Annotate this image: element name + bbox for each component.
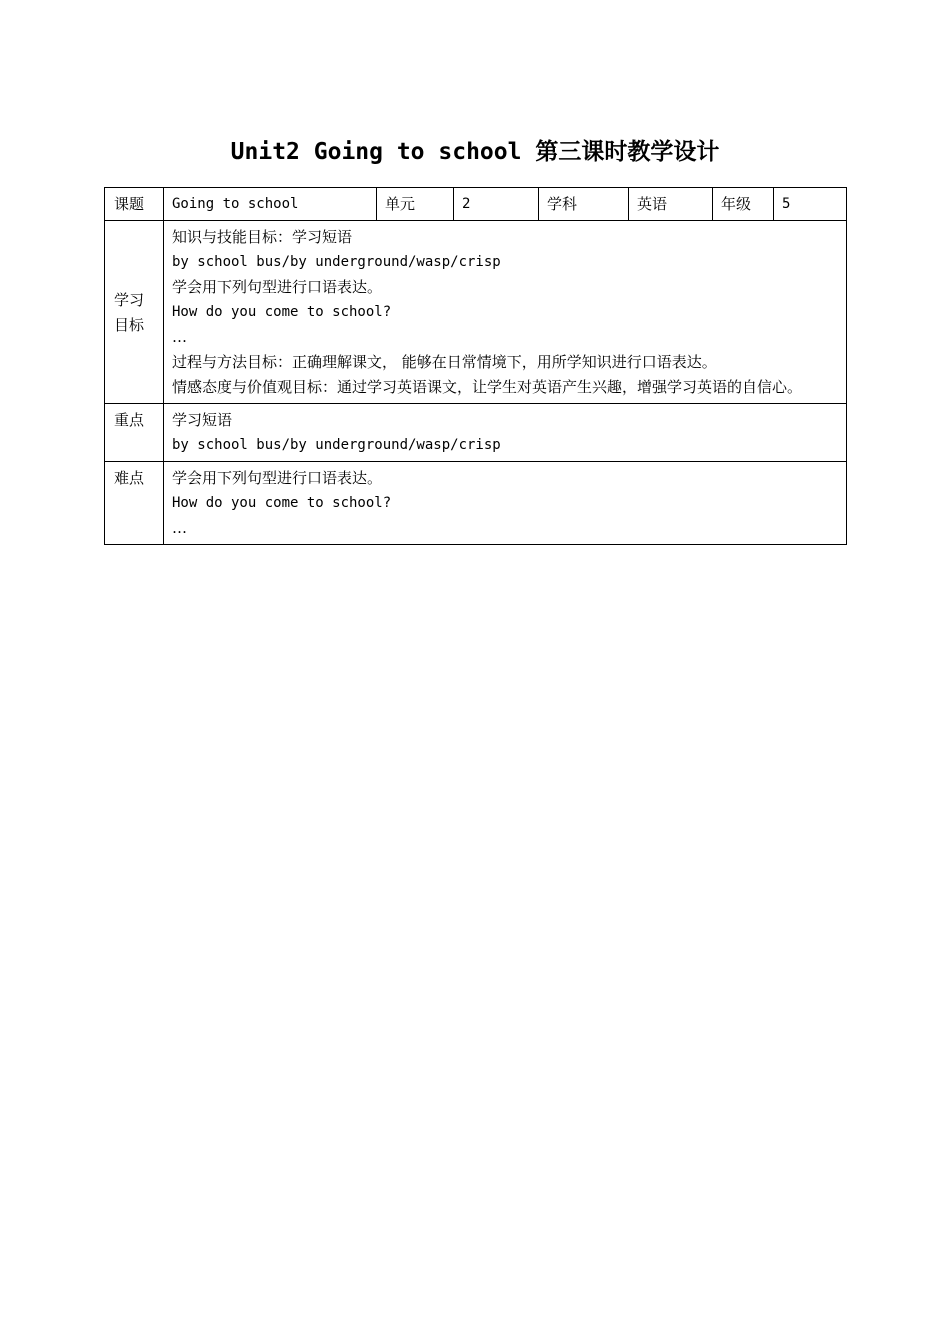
document-title-cn: 第三课时教学设计 [535, 139, 720, 165]
lesson-plan-table [104, 187, 847, 545]
difficult-points-line3: … [172, 519, 187, 537]
difficult-points-line2: How do you come to school? [172, 495, 392, 511]
key-points-row [105, 404, 847, 462]
subject-value: 英语 [629, 188, 713, 221]
key-points-line2: by school bus/by underground/wasp/crisp [172, 437, 501, 453]
knowledge-goal: 知识与技能目标：学习短语 [172, 228, 353, 246]
emotion-goal: 情感态度与价值观目标：通过学习英语课文，让学生对英语产生兴趣，增强学习英语的自信心。 [172, 378, 803, 396]
header-row [105, 188, 847, 221]
objective-ellipsis: … [172, 328, 187, 346]
document-title [0, 136, 950, 168]
unit-value: 2 [454, 188, 539, 221]
topic-value: Going to school [164, 188, 377, 221]
grade-label: 年级 [713, 188, 774, 221]
objective-phrases: by school bus/by underground/wasp/crisp [172, 254, 501, 270]
difficult-points-line1: 学会用下列句型进行口语表达。 [172, 469, 383, 487]
difficult-points-content [164, 462, 847, 545]
sentence-intro: 学会用下列句型进行口语表达。 [172, 278, 383, 296]
difficult-points-row [105, 462, 847, 545]
objectives-label-line2: 目标 [114, 315, 145, 334]
grade-value: 5 [774, 188, 847, 221]
objectives-content [164, 221, 847, 404]
unit-label: 单元 [377, 188, 454, 221]
objectives-row [105, 221, 847, 404]
key-points-content [164, 404, 847, 462]
subject-label: 学科 [539, 188, 629, 221]
objective-sentence: How do you come to school? [172, 304, 392, 320]
difficult-points-label: 难点 [105, 462, 164, 545]
document-title-en: Unit2 Going to school [230, 139, 536, 165]
key-points-label: 重点 [105, 404, 164, 462]
objectives-label-line1: 学习 [114, 290, 145, 309]
topic-label: 课题 [105, 188, 164, 221]
objectives-label [105, 221, 164, 404]
key-points-line1: 学习短语 [172, 411, 233, 429]
process-goal: 过程与方法目标：正确理解课文， 能够在日常情境下，用所学知识进行口语表达。 [172, 353, 717, 371]
